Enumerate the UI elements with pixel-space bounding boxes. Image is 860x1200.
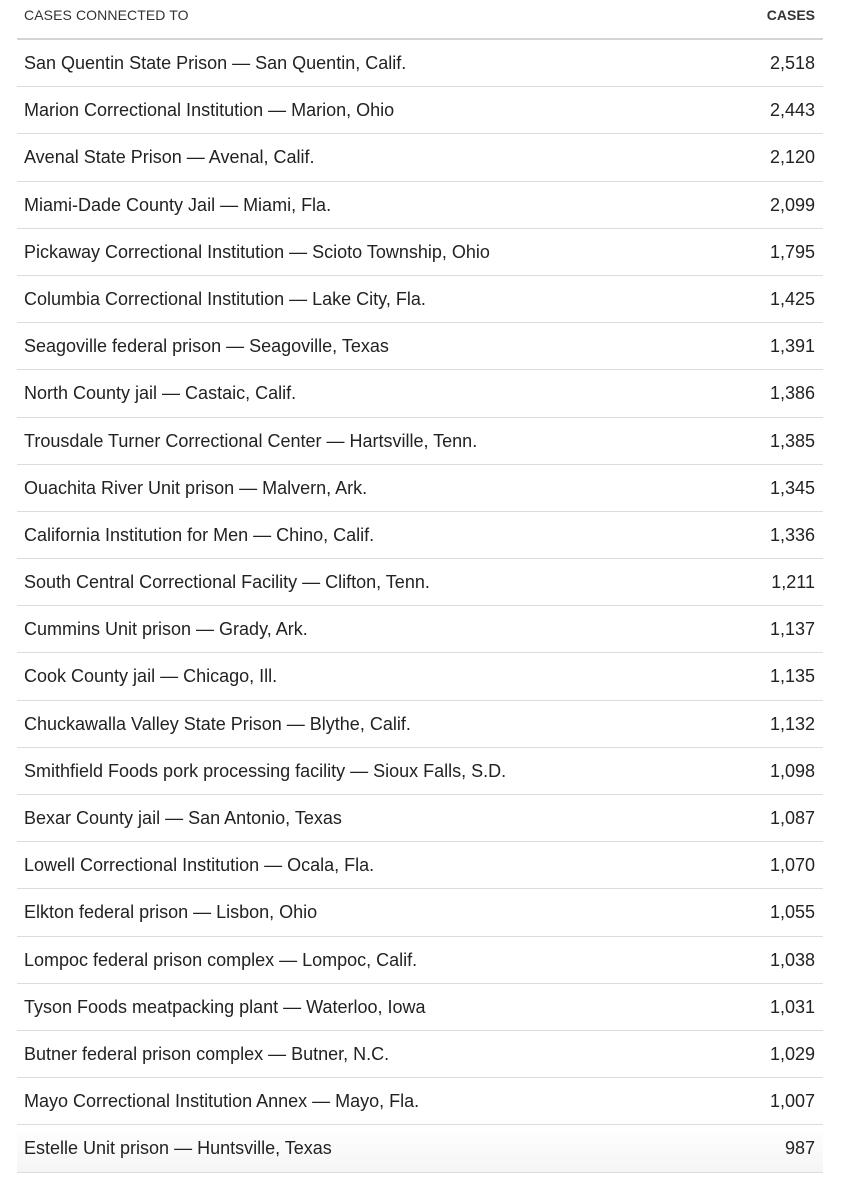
- table-row: [17, 87, 823, 134]
- case-count: 1,391: [769, 336, 815, 357]
- table-row: [17, 984, 823, 1031]
- case-count: 1,007: [769, 1091, 815, 1112]
- table-row: [17, 134, 823, 181]
- location-name: Ouachita River Unit prison — Malvern, Ark.: [24, 477, 368, 498]
- case-count: 1,425: [769, 288, 815, 309]
- table-row: [17, 1078, 823, 1125]
- column-header-location: CASES CONNECTED TO: [24, 7, 189, 23]
- case-count: 2,099: [769, 194, 815, 215]
- case-count: 1,029: [769, 1043, 815, 1064]
- column-header-cases: CASES: [766, 7, 815, 23]
- location-name: Seagoville federal prison — Seagoville, Texas: [24, 336, 389, 357]
- case-count: 2,443: [769, 100, 815, 121]
- table-row: [17, 606, 823, 653]
- location-name: Miami-Dade County Jail — Miami, Fla.: [24, 194, 332, 215]
- case-count: 1,087: [769, 808, 815, 828]
- location-name: California Institution for Men — Chino, Calif.: [24, 524, 375, 545]
- location-name: Bexar County jail — San Antonio, Texas: [24, 808, 342, 828]
- location-name: South Central Correctional Facility — Clifton, Tenn.: [24, 572, 430, 593]
- case-count: 2,518: [769, 53, 815, 73]
- location-name: Lowell Correctional Institution — Ocala, Fla.: [24, 855, 375, 876]
- location-name: Marion Correctional Institution — Marion, Ohio: [24, 100, 395, 121]
- case-count: 1,098: [769, 760, 815, 781]
- table-row: [17, 653, 823, 700]
- case-count: 1,031: [769, 996, 815, 1017]
- location-name: Lompoc federal prison complex — Lompoc, Calif.: [24, 949, 418, 970]
- table-row: [17, 937, 823, 984]
- table-row: [17, 1031, 823, 1078]
- case-count: 1,137: [769, 619, 815, 640]
- table-row: [17, 370, 823, 417]
- table-row: [17, 889, 823, 936]
- case-count: 2,120: [769, 147, 815, 168]
- case-count: 1,135: [769, 666, 815, 687]
- table-row: [17, 276, 823, 323]
- table-row: [17, 748, 823, 795]
- location-name: San Quentin State Prison — San Quentin, Calif.: [24, 53, 407, 73]
- location-name: Trousdale Turner Correctional Center — Hartsville, Tenn.: [24, 430, 478, 451]
- location-name: Cummins Unit prison — Grady, Ark.: [24, 619, 308, 640]
- table-row: [17, 559, 823, 606]
- case-count: 1,038: [769, 949, 815, 970]
- table-row: [17, 323, 823, 370]
- location-name: Elkton federal prison — Lisbon, Ohio: [24, 902, 318, 923]
- case-count: 1,386: [769, 383, 815, 404]
- case-count: 1,055: [769, 902, 815, 923]
- table-row: [17, 795, 823, 842]
- case-count: 1,795: [769, 241, 815, 262]
- location-name: Mayo Correctional Institution Annex — Mayo, Fla.: [24, 1091, 420, 1112]
- location-name: Cook County jail — Chicago, Ill.: [24, 666, 278, 687]
- cases-table: [17, 0, 823, 1173]
- location-name: Avenal State Prison — Avenal, Calif.: [24, 147, 315, 168]
- table-row: [17, 512, 823, 559]
- table-row: [17, 229, 823, 276]
- location-name: Chuckawalla Valley State Prison — Blythe, Calif.: [24, 713, 411, 734]
- case-count: 1,211: [771, 572, 815, 593]
- table-row: [17, 842, 823, 889]
- case-count: 1,385: [769, 430, 815, 451]
- table-row: [17, 1125, 823, 1172]
- location-name: North County jail — Castaic, Calif.: [24, 383, 297, 404]
- location-name: Smithfield Foods pork processing facility — Sioux Falls, S.D.: [24, 760, 507, 781]
- table-row: [17, 418, 823, 465]
- location-name: Columbia Correctional Institution — Lake City, Fla.: [24, 288, 426, 309]
- location-name: Tyson Foods meatpacking plant — Waterloo, Iowa: [24, 996, 426, 1017]
- location-name: Estelle Unit prison — Huntsville, Texas: [24, 1138, 332, 1159]
- table-header: [17, 0, 823, 40]
- location-name: Butner federal prison complex — Butner, N.C.: [24, 1043, 390, 1064]
- case-count: 987: [784, 1138, 815, 1159]
- location-name: Pickaway Correctional Institution — Scioto Township, Ohio: [24, 241, 490, 262]
- case-count: 1,070: [769, 855, 815, 876]
- table-row: [17, 40, 823, 87]
- table-row: [17, 465, 823, 512]
- table-body: [17, 40, 823, 1173]
- table-row: [17, 182, 823, 229]
- case-count: 1,132: [769, 713, 815, 734]
- case-count: 1,345: [769, 477, 815, 498]
- case-count: 1,336: [769, 524, 815, 545]
- table-row: [17, 701, 823, 748]
